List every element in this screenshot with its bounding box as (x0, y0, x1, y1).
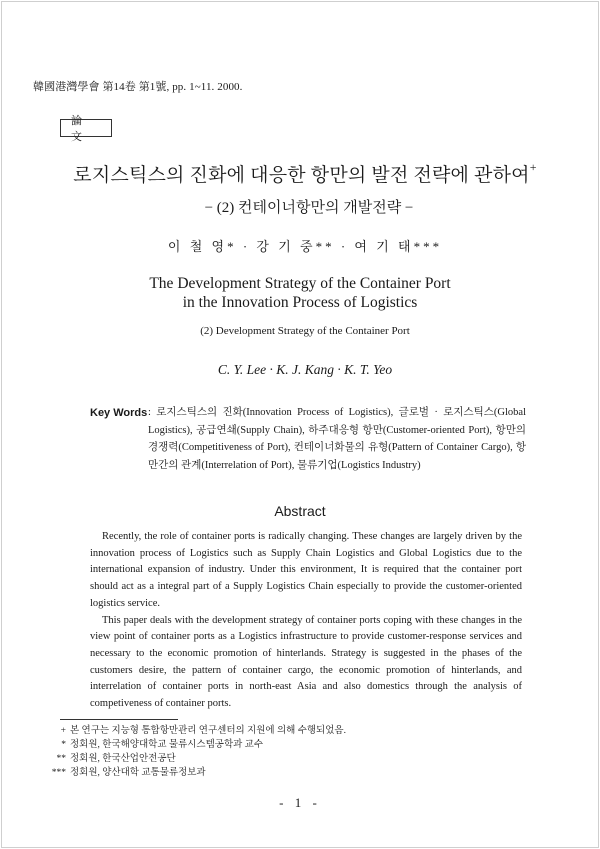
footnote (50, 738, 450, 752)
page-number: - 1 - (279, 795, 321, 810)
english-title (0, 274, 600, 312)
english-subtitle: (2) Development Strategy of the Container Port (200, 325, 410, 337)
footnote (50, 766, 450, 780)
english-title-line-2: in the Innovation Process of Logistics (182, 294, 418, 311)
english-authors: C. Y. Lee · K. J. Kang · K. T. Yeo (217, 362, 393, 377)
english-title-line-1: The Development Strategy of the Container Port (149, 275, 451, 292)
korean-authors: 이 철 영* · 강 기 중** · 여 기 태*** (167, 239, 443, 254)
footnote (50, 752, 450, 766)
korean-title-text: 로지스틱스의 진화에 대응한 항만의 발전 전략에 관하여 (73, 165, 530, 186)
footnote-mark: * (61, 740, 66, 750)
footnote-mark: + (60, 726, 66, 736)
footnote-text: 정회원, 한국해양대학교 물류시스템공학과 교수 (70, 740, 264, 750)
title-footnote-mark: + (529, 159, 537, 174)
keywords-text: : 로지스틱스의 진화(Innovation Process of Logistics), 글로벌 · 로지스틱스(Global Logistics), 공급연쇄(Supply Chain), 하주대응형 항만(Customer-oriented Port), 항만의 경쟁력(Competitiveness of Port), 컨테이너화물의 유형(Pattern of Container Cargo), 항만간의 관계(Interrelation of Port), 물류기업(Logistics Industry) (148, 407, 526, 471)
journal-citation: 韓國港灣學會 第14卷 第1號, pp. 1~11. 2000. (33, 81, 243, 93)
footnote-divider (60, 719, 178, 720)
footnote-text: 정회원, 양산대학 교통물류정보과 (70, 768, 206, 778)
footnote-mark: *** (51, 768, 66, 778)
article-type-box: 論 文 (60, 119, 112, 137)
footnotes (50, 724, 450, 780)
abstract-paragraph: This paper deals with the development strategy of container ports coping with these changes in the view point of container ports as a Logistics infrastructure to provide customer-response services and necessary to the economic promotion of hinterlands. Strategy is suggested in the phases of the customers desire, the pattern of container cargo, the economic promotion of hinterlands, and interrelation of container ports in north-east Asia and also domestics through the analysis of competiveness of container ports. (90, 614, 522, 710)
abstract-paragraph: Recently, the role of container ports is radically changing. These changes are largely driven by the innovation process of Logistics such as Supply Chain Logistics and Global Logistics due to the international expansion of industry. Under this environment, It is required that the container port should act as a integral part of a Supply Logistics Chain especially to provide the customer-oriented logistics service. (90, 531, 522, 609)
abstract-heading: Abstract (274, 503, 326, 519)
keywords-label: Key Words (90, 407, 148, 419)
korean-title (70, 160, 540, 187)
footnote-mark: ** (56, 754, 66, 764)
abstract-body (90, 529, 522, 713)
footnote-text: 정회원, 한국산업안전공단 (70, 754, 176, 764)
footnote (50, 724, 450, 738)
footnote-text: 본 연구는 지능형 통합항만관리 연구센터의 지원에 의해 수행되었음. (70, 726, 346, 736)
korean-subtitle: − (2) 컨테이너항만의 개발전략 − (204, 200, 414, 216)
